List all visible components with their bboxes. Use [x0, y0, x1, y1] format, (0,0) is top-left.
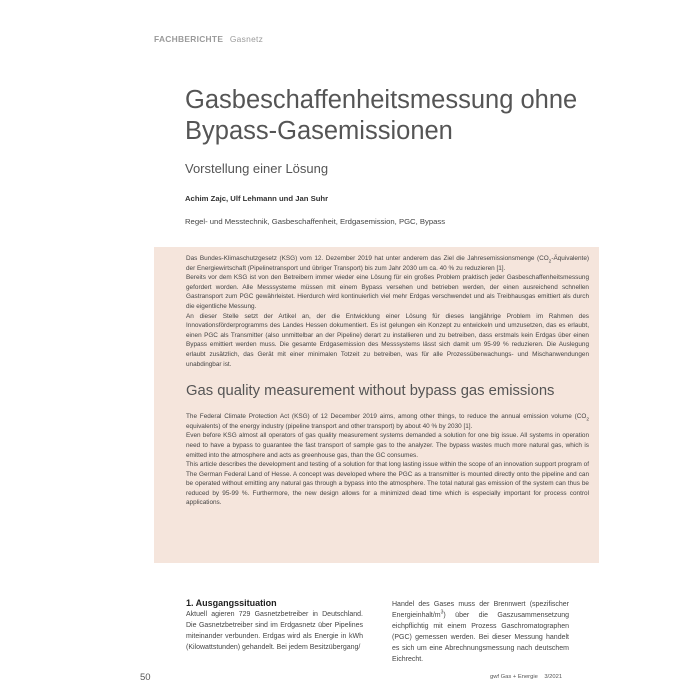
- article-title: Gasbeschaffenheitsmessung ohne Bypass-Gasemissionen: [185, 86, 578, 145]
- section-heading: 1. Ausgangssituation: [186, 598, 277, 608]
- abstract-de-p1-part2: -Äquivalente) der Energiewirtschaft (Pipelinetransport und übriger Transport) bis zum Jahr 2030 um ca. 40 % zu reduzieren [1].: [186, 255, 589, 272]
- article-subtitle: Vorstellung einer Lösung: [185, 161, 329, 176]
- running-header: [154, 34, 263, 44]
- body-column-right: [392, 599, 569, 665]
- abstract-en-paragraph-1: [186, 412, 589, 431]
- category-label: Gasnetz: [229, 34, 264, 44]
- abstract-en-paragraph-2: Even before KSG almost all operators of gas quality measurement systems demanded a solution for one big issue. All systems in operation need to have a bypass to guarantee the fast transport of sample gas to the analyzer. The bypass wastes much more natural gas, which is emitted into the atmosphere and acts as greenhouse gas, than the GC consumes.: [186, 432, 589, 459]
- abstract-en-heading: Gas quality measurement without bypass gas emissions: [186, 383, 555, 400]
- journal-footer: [490, 674, 562, 680]
- page-number: 50: [140, 672, 151, 683]
- journal-issue: 3/2021: [544, 674, 563, 680]
- body-right-part1: Handel des Gases muss der Brennwert (spezifischer Energieinhalt/m: [392, 601, 569, 619]
- journal-name: gwf Gas + Energie: [490, 674, 538, 680]
- co2-subscript: 2: [548, 259, 552, 265]
- article-authors: Achim Zajc, Ulf Lehmann und Jan Suhr: [185, 194, 329, 203]
- article-keywords: Regel- und Messtechnik, Gasbeschaffenheit, Erdgasemission, PGC, Bypass: [185, 217, 446, 226]
- cubic-superscript: 3: [440, 609, 444, 616]
- section-label: FACHBERICHTE: [154, 34, 224, 44]
- body-right-part2: ) über die Gaszusammensetzung eichpflichtig mit einem Prozess Gaschromatographen (PGC) gemessen werden. Bei dieser Messung handelt es sich um eine Abrechnungsmessung nach deutschem Eichrecht.: [392, 612, 569, 663]
- abstract-de-p1-part1: Das Bundes-Klimaschutzgesetz (KSG) vom 12. Dezember 2019 hat unter anderem das Ziel die Jahresemissionsmenge (CO: [186, 255, 549, 262]
- abstract-en-p1-part1: The Federal Climate Protection Act (KSG) of 12 December 2019 aims, among other things, to reduce the annual emission volume (CO: [186, 413, 587, 421]
- abstract-en-paragraph-3: This article describes the development and testing of a solution for that long lasting issue within the scope of an innovation support program of The German Federal Land of Hesse. A concept was developed where the PGC as a transmitter is mounted directly onto the pipeline and can be operated without emitting any natural gas through a bypass into the atmosphere. The total natural gas emission of the system can thus be reduced by 95-99 %. Furthermore, the new design allows for a minimized dead time which is especially important for process control applications.: [186, 461, 589, 507]
- co2-subscript: 2: [586, 417, 589, 423]
- abstract-en-p1-part2: equivalents) of the energy industry (pipeline transport and other transport) by about 40 % by 2030 [1].: [186, 422, 473, 430]
- body-column-left: Aktuell agieren 729 Gasnetzbetreiber in Deutschland. Die Gasnetzbetreiber sind im Erdgasnetz über Pipelines miteinander verbunden. Erdgas wird als Energie in kWh (Kilowattstunden) gehandelt. Bei jedem Besitzübergang/: [186, 611, 363, 651]
- abstract-de-paragraph-2: Bereits vor dem KSG ist von den Betreibern immer wieder eine Lösung für ein großes Problem praktisch jeder Gasbeschaffenheitsmessung gefordert worden. Alle Messsysteme müssen mit einem Bypass versehen und betrieben werden, der einen ausreichend schnellen Gastransport zum PGC gewährleistet. Hierdurch wird kontinuierlich viel mehr Erdgas verschwendet und als Treibhausgas emittiert als durch die eigentliche Messung.: [186, 274, 589, 310]
- abstract-de-paragraph-1: [186, 254, 589, 273]
- abstract-de-paragraph-3: An dieser Stelle setzt der Artikel an, der die Entwicklung einer Lösung für dieses langjährige Problem im Rahmen des Innovationsförderprogramms des Landes Hessen dokumentiert. Es ist gelungen ein Konzept zu entwickeln und umzusetzen, das es erlaubt, einen PGC als Transmitter (also unmittelbar an der Pipeline) derart zu installieren und zu betreiben, dass erstmals kein Erdgas über einen Bypass emittiert werden muss. Die gesamte Erdgasemission des Messsystems lässt sich damit um 95-99 % reduzieren. Die Auslegung erlaubt zusätzlich, das Gerät mit einer minimalen Totzeit zu betreiben, was für alle Prozessüberwachungs- und Mischanwendungen unabdingbar ist.: [186, 312, 589, 368]
- abstract-box: [154, 247, 599, 563]
